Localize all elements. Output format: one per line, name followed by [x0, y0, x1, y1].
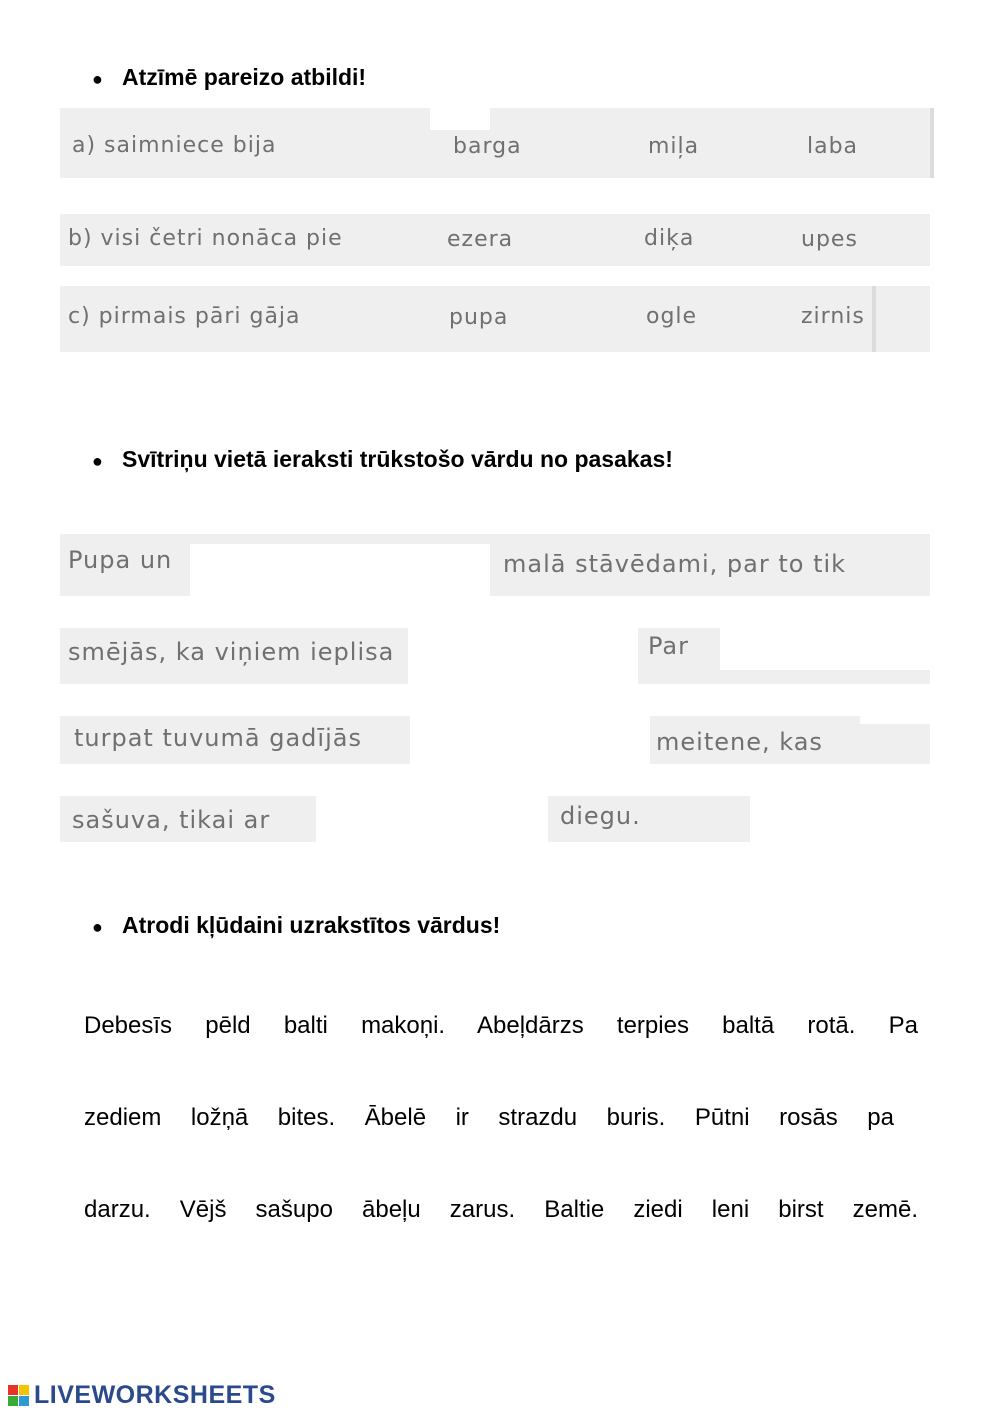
line3-left: turpat tuvumā gadījās [74, 724, 362, 752]
option-ogle[interactable]: ogle [646, 304, 698, 329]
section2-heading: ● Svītriņu vietā ieraksti trūkstošo vārdu no pasakas! [92, 446, 673, 472]
answer-row-c [60, 286, 930, 352]
fill-line-4 [60, 796, 750, 842]
option-upes[interactable]: upes [801, 227, 858, 252]
logo-badge-icon [8, 1385, 30, 1407]
line4-left: sašuva, tikai ar [72, 806, 271, 834]
paragraph-line-3: darzu. Vējš sašupo ābeļu zarus. Baltie ziedi leni birst zemē. [84, 1196, 918, 1223]
paragraph-line-2: zediem ložņā bites. Ābelē ir strazdu buris. Pūtni rosās pa [84, 1104, 894, 1131]
option-laba[interactable]: laba [807, 134, 859, 159]
section1-heading: ● Atzīmē pareizo atbildi! [92, 64, 367, 90]
section3-heading: ● Atrodi kļūdaini uzrakstītos vārdus! [92, 912, 501, 938]
logo-text: LIVEWORKSHEETS [34, 1381, 276, 1409]
row-c-prompt: c) pirmais pāri gāja [68, 304, 301, 329]
option-pupa[interactable]: pupa [449, 305, 509, 330]
option-zirnis[interactable]: zirnis [801, 304, 865, 329]
answer-row-a [60, 108, 930, 178]
line1-right: malā stāvēdami, par to tik [503, 550, 847, 578]
line3-right: meitene, kas [656, 728, 823, 756]
bullet-icon: ● [92, 451, 103, 471]
row-b-prompt: b) visi četri nonāca pie [68, 226, 343, 251]
line1-left: Pupa un [68, 546, 173, 574]
line4-right: diegu. [560, 802, 641, 830]
bullet-icon: ● [92, 69, 103, 89]
option-dika[interactable]: diķa [644, 226, 695, 251]
paragraph-line-1: Debesīs pēld balti makoņi. Abeļdārzs terpies baltā rotā. Pa [84, 1012, 918, 1039]
liveworksheets-logo [8, 1381, 276, 1410]
answer-blank-2[interactable] [410, 632, 636, 678]
answer-row-b [60, 214, 930, 266]
option-mila[interactable]: miļa [648, 134, 700, 159]
line2-left: smējās, ka viņiem ieplisa [68, 638, 395, 666]
option-barga[interactable]: barga [453, 134, 522, 159]
option-ezera[interactable]: ezera [447, 227, 514, 252]
row-a-prompt: a) saimniece bija [72, 133, 277, 158]
fill-line-1 [60, 534, 930, 596]
fill-line-3 [60, 716, 930, 764]
bullet-icon: ● [92, 917, 103, 937]
line2-right: Par [648, 632, 689, 660]
